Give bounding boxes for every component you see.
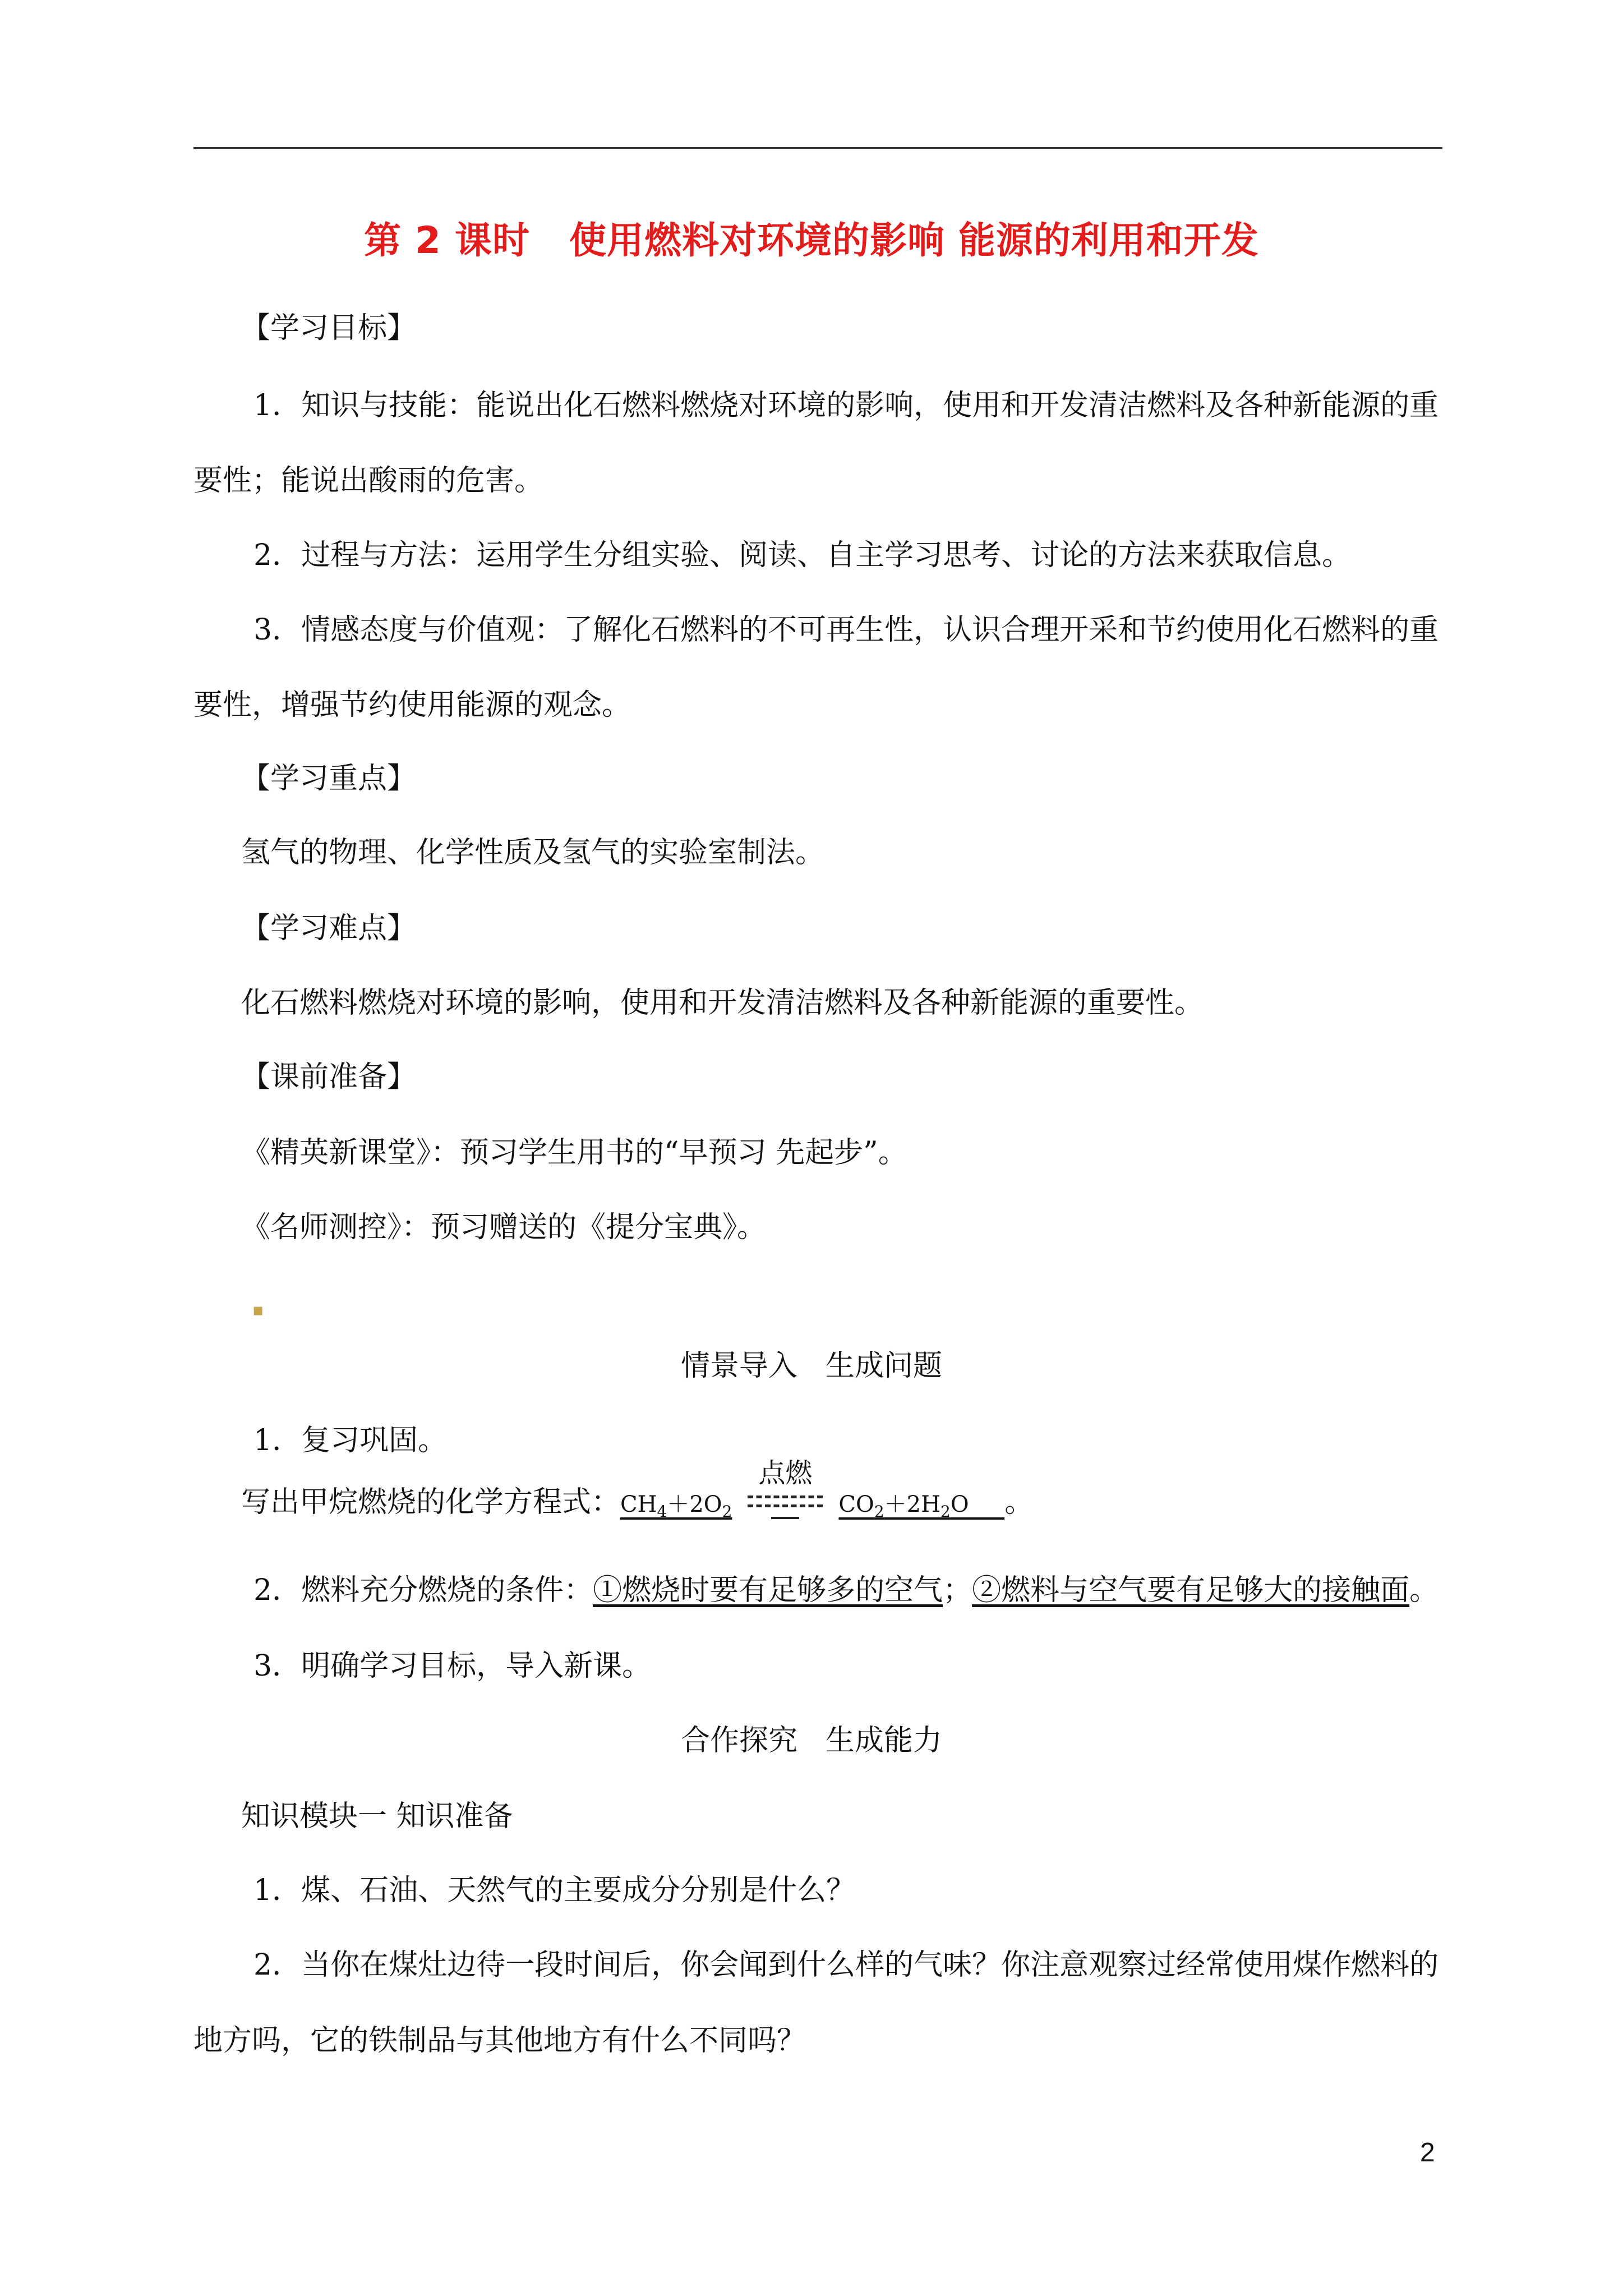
question-2-line-1: 2．当你在煤灶边待一段时间后，你会闻到什么样的气味？你注意观察过经常使用煤作燃料的 xyxy=(253,1948,1439,1982)
key-points-text: 氢气的物理、化学性质及氢气的实验室制法。 xyxy=(241,836,825,869)
objective-3-line-1: 3．情感态度与价值观：了解化石燃料的不可再生性，认识合理开采和节约使用化石燃料的重 xyxy=(253,613,1439,647)
objective-1-line-2: 要性；能说出酸雨的危害。 xyxy=(193,464,544,498)
equation-prefix: 写出甲烷燃烧的化学方程式： xyxy=(241,1485,621,1519)
objective-intro: 3．明确学习目标，导入新课。 xyxy=(253,1649,652,1683)
stray-mark: ▪ xyxy=(252,1300,264,1320)
equation-reactants: $CH_4+2O_2$ xyxy=(620,1492,732,1521)
objective-1-line-1: 1．知识与技能：能说出化石燃料燃烧对环境的影响，使用和开发清洁燃料及各种新能源的重 xyxy=(253,389,1439,422)
methane-equation: 写出甲烷燃烧的化学方程式：$CH_4+2O_2$ 点燃 $CO_2+2H_2O$ 。 xyxy=(241,1485,1034,1529)
combustion-conditions: 2．燃料充分燃烧的条件：①燃烧时要有足够多的空气；②燃料与空气要有足够大的接触面。 xyxy=(253,1573,1439,1607)
preparation-line-1: 《精英新课堂》：预习学生用书的“早预习 先起步”。 xyxy=(241,1136,907,1170)
equation-products: $CO_2+2H_2O$ xyxy=(838,1492,1005,1521)
section-heading-cooperation: 合作探究 生成能力 xyxy=(680,1724,943,1757)
preparation-line-2: 《名师测控》：预习赠送的《提分宝典》。 xyxy=(241,1211,767,1244)
difficulties-heading: 【学习难点】 xyxy=(241,912,417,945)
review-item: 1．复习巩固。 xyxy=(253,1424,448,1457)
reaction-arrow xyxy=(743,1457,827,1519)
objective-2: 2．过程与方法：运用学生分组实验、阅读、自主学习思考、讨论的方法来获取信息。 xyxy=(253,539,1352,572)
reaction-condition: 点燃 xyxy=(758,1457,813,1489)
question-2-line-2: 地方吗，它的铁制品与其他地方有什么不同吗？ xyxy=(193,2024,806,2058)
objectives-heading: 【学习目标】 xyxy=(241,311,417,345)
answer-2: ②燃料与空气要有足够大的接触面 xyxy=(972,1573,1410,1607)
difficulties-text: 化石燃料燃烧对环境的影响，使用和开发清洁燃料及各种新能源的重要性。 xyxy=(241,986,1204,1020)
module-heading: 知识模块一 知识准备 xyxy=(241,1800,513,1833)
objective-3-line-2: 要性，增强节约使用能源的观念。 xyxy=(193,688,631,722)
question-1: 1．煤、石油、天然气的主要成分分别是什么？ xyxy=(253,1874,856,1907)
section-heading-situation: 情景导入 生成问题 xyxy=(680,1349,943,1383)
answer-1: ①燃烧时要有足够多的空气 xyxy=(593,1573,943,1607)
page-number: 2 xyxy=(1420,2138,1435,2168)
key-points-heading: 【学习重点】 xyxy=(241,762,417,795)
lesson-title: 第 2 课时 使用燃料对环境的影响 能源的利用和开发 xyxy=(364,219,1259,262)
preparation-heading: 【课前准备】 xyxy=(241,1060,417,1094)
header-rule xyxy=(193,147,1442,149)
